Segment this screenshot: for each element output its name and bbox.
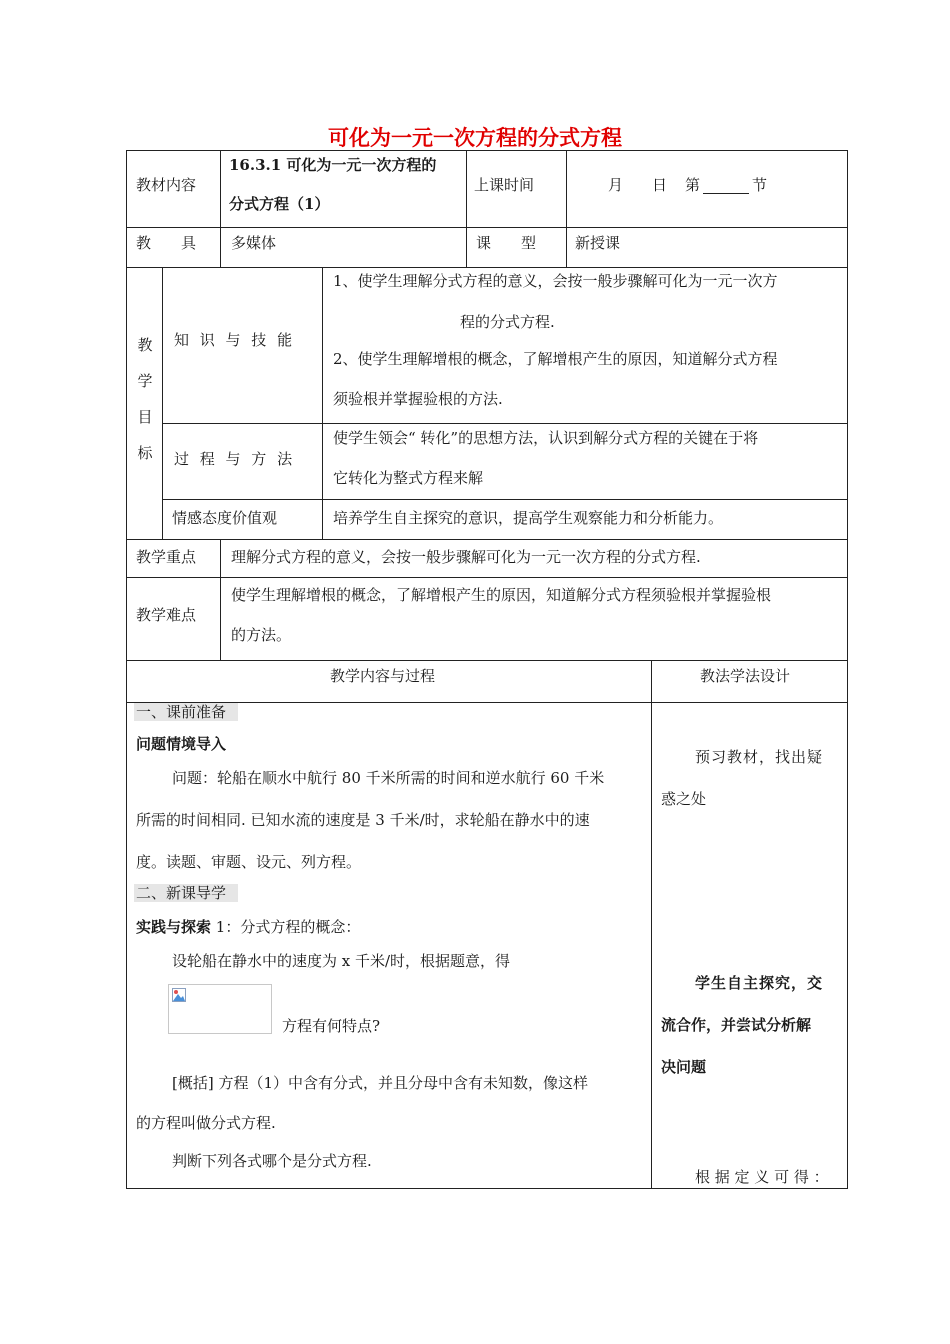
- goals-label-3: 目: [137, 408, 153, 426]
- setup-line: 设轮船在静水中的速度为 x 千米/时，根据题意，得: [172, 952, 511, 970]
- difficulty-value-b: 的方法。: [231, 626, 292, 644]
- type-value: 新授课: [575, 234, 621, 252]
- knowledge-1b: 程的分式方程.: [460, 313, 555, 331]
- judge-line: 判断下列各式哪个是分式方程.: [172, 1152, 372, 1170]
- summary-line-a: [概括] 方程（1）中含有分式，并且分母中含有未知数，像这样: [172, 1074, 589, 1092]
- summary-line-b: 的方程叫做分式方程.: [136, 1114, 276, 1132]
- tools-label: 教 具: [136, 234, 197, 252]
- row-divider: [162, 499, 848, 500]
- method-column-header: 教法学法设计: [700, 667, 791, 685]
- knowledge-1a: 1、使学生理解分式方程的意义，会按一般步骤解可化为一元一次方: [333, 272, 778, 290]
- key-point-label: 教学重点: [136, 548, 197, 566]
- col-divider: [466, 150, 467, 268]
- emotion-value: 培养学生自主探究的意识，提高学生观察能力和分析能力。: [333, 509, 724, 527]
- type-label: 课 型: [476, 234, 537, 252]
- material-label: 教材内容: [136, 176, 197, 194]
- page-title: 可化为一元一次方程的分式方程: [328, 125, 622, 150]
- method-note-1a: 预习教材，找出疑: [695, 748, 824, 766]
- material-value-line2: 分式方程（1）: [229, 195, 330, 213]
- col-divider: [651, 660, 652, 1189]
- class-time-label: 上课时间: [474, 176, 535, 194]
- col-divider: [566, 150, 567, 268]
- problem-line-a: 问题：轮船在顺水中航行 80 千米所需的时间和逆水航行 60 千米: [172, 769, 605, 787]
- difficulty-label: 教学难点: [136, 606, 197, 624]
- process-b: 它转化为整式方程来解: [333, 469, 484, 487]
- method-note-2b: 流合作，并尝试分析解: [661, 1016, 812, 1034]
- time-jie: 节: [752, 176, 768, 194]
- content-column-header: 教学内容与过程: [330, 667, 436, 685]
- explore-line: [136, 918, 360, 936]
- row-divider: [126, 227, 848, 228]
- time-day: 日: [652, 176, 668, 194]
- knowledge-2b: 须验根并掌握验根的方法.: [333, 390, 503, 408]
- process-label: 过 程 与 方 法: [174, 450, 296, 468]
- method-note-3: 根 据 定 义 可 得 ：: [695, 1168, 829, 1186]
- row-divider: [126, 267, 848, 268]
- equation-question: 方程有何特点?: [282, 1017, 381, 1035]
- row-divider: [162, 423, 848, 424]
- problem-line-c: 度。读题、审题、设元、列方程。: [136, 853, 362, 871]
- table-right-border: [847, 150, 848, 1189]
- time-di: 第: [685, 176, 701, 194]
- explore-bold: 实践与探索: [136, 918, 212, 936]
- method-note-1b: 惑之处: [661, 790, 707, 808]
- tools-value: 多媒体: [231, 234, 277, 252]
- row-divider: [126, 660, 848, 661]
- method-note-2c: 决问题: [661, 1058, 707, 1076]
- key-point-value: 理解分式方程的意义，会按一般步骤解可化为一元一次方程的分式方程.: [231, 548, 701, 566]
- row-divider: [126, 577, 848, 578]
- time-blank: [703, 176, 749, 194]
- explore-rest: 1：分式方程的概念：: [211, 918, 361, 936]
- row-divider: [126, 539, 848, 540]
- table-top-border: [126, 150, 848, 151]
- col-divider: [220, 539, 221, 661]
- time-month: 月: [608, 176, 624, 194]
- goals-label-2: 学: [137, 372, 153, 390]
- section-1-heading: 一、课前准备: [136, 703, 227, 721]
- col-divider: [220, 150, 221, 268]
- broken-image-icon: [172, 988, 186, 1002]
- knowledge-2a: 2、使学生理解增根的概念，了解增根产生的原因，知道解分式方程: [333, 350, 778, 368]
- section-2-heading: 二、新课导学: [136, 884, 227, 902]
- goals-label-1: 教: [137, 336, 153, 354]
- goals-label-4: 标: [137, 444, 153, 462]
- difficulty-value-a: 使学生理解增根的概念，了解增根产生的原因，知道解分式方程须验根并掌握验根: [231, 586, 772, 604]
- equation-image: [168, 984, 272, 1034]
- method-note-2a: 学生自主探究，交: [695, 974, 824, 992]
- problem-line-b: 所需的时间相同. 已知水流的速度是 3 千米/时，求轮船在静水中的速: [136, 811, 590, 829]
- material-value-line1: 16.3.1 可化为一元一次方程的: [229, 156, 437, 174]
- subheading-problem-intro: 问题情境导入: [136, 735, 227, 753]
- table-bottom-border: [126, 1188, 848, 1189]
- knowledge-label: 知 识 与 技 能: [174, 331, 296, 349]
- emotion-label: 情感态度价值观: [172, 509, 278, 527]
- table-left-border: [126, 150, 127, 1189]
- process-a: 使学生领会“ 转化”的思想方法，认识到解分式方程的关键在于将: [333, 429, 759, 447]
